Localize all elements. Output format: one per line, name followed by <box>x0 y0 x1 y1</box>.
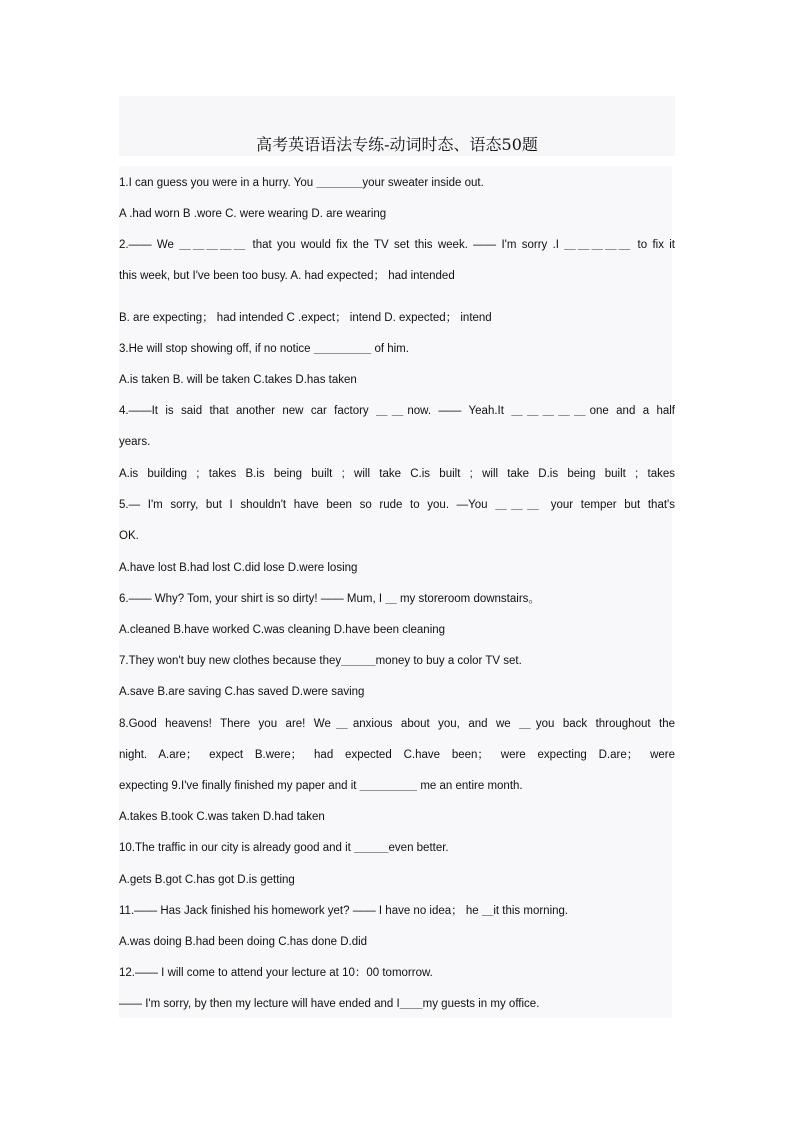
options-11: A.was doing B.had been doing C.has done D.did <box>119 936 368 948</box>
question-6: 6.—— Why? Tom, your shirt is so dirty! —— Mum, I ＿ my storeroom downstairs。 <box>119 593 540 605</box>
question-12: 12.—— I will come to attend your lecture at 10：00 tomorrow. <box>119 967 433 979</box>
question-10: 10.The traffic in our city is already good and it ＿＿＿even better. <box>119 842 449 854</box>
question-8: 8.Good heavens! There you are! We＿anxious about you, and we ＿you back throughout the <box>119 718 675 730</box>
question-5-continued: OK. <box>119 530 139 542</box>
question-9: expecting 9.I've finally finished my paper and it ＿＿＿＿＿ me an entire month. <box>119 780 523 792</box>
options-5: A.have lost B.had lost C.did lose D.were losing <box>119 562 358 574</box>
question-3: 3.He will stop showing off, if no notice ＿＿＿＿＿ of him. <box>119 343 409 355</box>
options-1: A .had worn B .wore C. were wearing D. are wearing <box>119 208 387 220</box>
options-2: B. are expecting； had intended C .expect； intend D. expected； intend <box>119 312 492 324</box>
question-1: 1.I can guess you were in a hurry. You ＿＿＿＿your sweater inside out. <box>119 177 484 189</box>
options-9: A.takes B.took C.was taken D.had taken <box>119 811 325 823</box>
options-6: A.cleaned B.have worked C.was cleaning D.have been cleaning <box>119 624 446 636</box>
options-10: A.gets B.got C.has got D.is getting <box>119 874 295 886</box>
options-8: night. A.are； expect B.were； had expected C.have been； were expecting D.are； were <box>119 749 675 761</box>
options-7: A.save B.are saving C.has saved D.were saving <box>119 686 365 698</box>
question-4: 4.——It is said that another new car factory ＿＿now. —— Yeah.It ＿＿＿＿＿one and a half <box>119 405 675 417</box>
question-5: 5.— I'm sorry, but I shouldn't have been so rude to you. —You ＿＿＿ your temper but that's <box>119 499 675 511</box>
question-2-continued: this week, but I've been too busy. A. had expected； had intended <box>119 270 455 282</box>
question-7: 7.They won't buy new clothes because they＿＿＿money to buy a color TV set. <box>119 655 522 667</box>
options-3: A.is taken B. will be taken C.takes D.has taken <box>119 374 357 386</box>
question-4-continued: years. <box>119 436 151 448</box>
question-2: 2.—— We ＿＿＿＿＿ that you would fix the TV set this week. —— I'm sorry .I ＿＿＿＿＿ to fix it <box>119 239 675 251</box>
question-12-continued: —— I'm sorry, by then my lecture will have ended and I＿＿my guests in my office. <box>119 998 540 1010</box>
question-11: 11.—— Has Jack finished his homework yet? —— I have no idea； he ＿it this morning. <box>119 905 569 917</box>
options-4: A.is building ; takes B.is being built ; will take C.is built ; will take D.is being built ; takes <box>119 468 675 480</box>
document-title: 高考英语语法专练-动词时态、语态50题 <box>256 135 538 154</box>
